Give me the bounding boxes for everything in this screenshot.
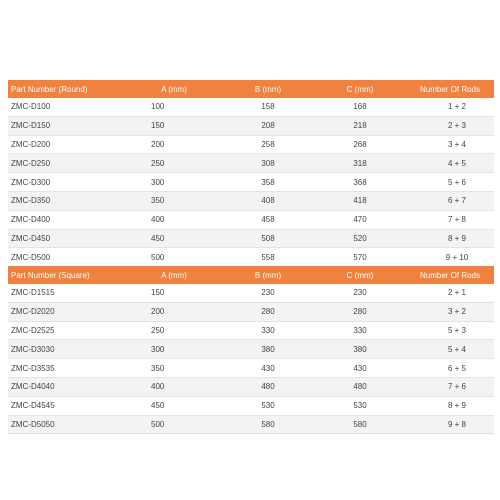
cell-dim-a: 400 (126, 210, 222, 229)
cell-rod-count: 8 + 9 (406, 229, 494, 248)
cell-dim-b: 230 (222, 284, 314, 302)
cell-rod-count: 5 + 3 (406, 321, 494, 340)
column-header-dim-b: B (mm) (222, 266, 314, 284)
cell-dim-c: 418 (314, 191, 406, 210)
cell-dim-b: 380 (222, 340, 314, 359)
cell-dim-b: 458 (222, 210, 314, 229)
cell-dim-b: 430 (222, 359, 314, 378)
column-header-dim-c: C (mm) (314, 80, 406, 98)
cell-rod-count: 5 + 4 (406, 340, 494, 359)
cell-part-number: ZMC-D450 (8, 229, 126, 248)
cell-dim-b: 408 (222, 191, 314, 210)
cell-part-number: ZMC-D2525 (8, 321, 126, 340)
column-header-rod-count: Number Of Rods (406, 266, 494, 284)
table-row (8, 116, 494, 135)
cell-rod-count: 3 + 2 (406, 302, 494, 321)
cell-dim-c: 368 (314, 173, 406, 192)
cell-dim-b: 480 (222, 377, 314, 396)
cell-dim-c: 380 (314, 340, 406, 359)
table-row (8, 284, 494, 302)
cell-dim-b: 358 (222, 173, 314, 192)
table-row (8, 302, 494, 321)
cell-rod-count: 2 + 3 (406, 116, 494, 135)
cell-dim-b: 208 (222, 116, 314, 135)
cell-dim-a: 300 (126, 173, 222, 192)
table-row (8, 98, 494, 116)
cell-dim-a: 500 (126, 415, 222, 434)
round-table-header (8, 80, 494, 98)
table-row (8, 321, 494, 340)
cell-rod-count: 2 + 1 (406, 284, 494, 302)
cell-rod-count: 9 + 10 (406, 248, 494, 267)
cell-rod-count: 3 + 4 (406, 135, 494, 154)
header-row (8, 80, 494, 98)
table-row (8, 340, 494, 359)
cell-dim-a: 450 (126, 396, 222, 415)
cell-rod-count: 8 + 9 (406, 396, 494, 415)
table-row (8, 229, 494, 248)
cell-dim-a: 350 (126, 359, 222, 378)
cell-dim-c: 268 (314, 135, 406, 154)
cell-dim-b: 158 (222, 98, 314, 116)
cell-part-number: ZMC-D1515 (8, 284, 126, 302)
cell-part-number: ZMC-D400 (8, 210, 126, 229)
cell-dim-a: 250 (126, 154, 222, 173)
header-row (8, 266, 494, 284)
table-row (8, 191, 494, 210)
square-table-body (8, 284, 494, 434)
column-header-dim-a: A (mm) (126, 80, 222, 98)
cell-dim-a: 150 (126, 116, 222, 135)
table-row (8, 154, 494, 173)
cell-part-number: ZMC-D5050 (8, 415, 126, 434)
table-row (8, 135, 494, 154)
table-row (8, 248, 494, 267)
cell-dim-a: 500 (126, 248, 222, 267)
cell-dim-c: 570 (314, 248, 406, 267)
cell-part-number: ZMC-D350 (8, 191, 126, 210)
cell-dim-a: 450 (126, 229, 222, 248)
cell-dim-b: 580 (222, 415, 314, 434)
cell-dim-a: 250 (126, 321, 222, 340)
cell-dim-b: 558 (222, 248, 314, 267)
round-table-body (8, 98, 494, 267)
cell-dim-b: 508 (222, 229, 314, 248)
cell-dim-b: 330 (222, 321, 314, 340)
cell-dim-c: 230 (314, 284, 406, 302)
cell-dim-a: 300 (126, 340, 222, 359)
cell-part-number: ZMC-D4040 (8, 377, 126, 396)
cell-part-number: ZMC-D4545 (8, 396, 126, 415)
cell-part-number: ZMC-D3535 (8, 359, 126, 378)
cell-dim-c: 280 (314, 302, 406, 321)
cell-rod-count: 5 + 6 (406, 173, 494, 192)
cell-dim-c: 470 (314, 210, 406, 229)
round-parts-table (8, 80, 494, 267)
cell-dim-c: 430 (314, 359, 406, 378)
table-row (8, 377, 494, 396)
square-parts-table (8, 266, 494, 434)
cell-dim-a: 100 (126, 98, 222, 116)
cell-part-number: ZMC-D250 (8, 154, 126, 173)
cell-dim-c: 218 (314, 116, 406, 135)
cell-dim-b: 308 (222, 154, 314, 173)
table-row (8, 210, 494, 229)
cell-dim-b: 258 (222, 135, 314, 154)
cell-dim-a: 200 (126, 135, 222, 154)
cell-part-number: ZMC-D200 (8, 135, 126, 154)
cell-dim-c: 318 (314, 154, 406, 173)
cell-rod-count: 7 + 6 (406, 377, 494, 396)
cell-dim-b: 280 (222, 302, 314, 321)
column-header-part-number: Part Number (Square) (8, 266, 126, 284)
cell-part-number: ZMC-D100 (8, 98, 126, 116)
cell-dim-c: 530 (314, 396, 406, 415)
cell-part-number: ZMC-D500 (8, 248, 126, 267)
cell-dim-c: 580 (314, 415, 406, 434)
cell-dim-c: 520 (314, 229, 406, 248)
cell-dim-c: 330 (314, 321, 406, 340)
cell-dim-a: 150 (126, 284, 222, 302)
cell-part-number: ZMC-D300 (8, 173, 126, 192)
cell-dim-a: 350 (126, 191, 222, 210)
cell-rod-count: 6 + 7 (406, 191, 494, 210)
cell-part-number: ZMC-D2020 (8, 302, 126, 321)
cell-rod-count: 7 + 8 (406, 210, 494, 229)
table-row (8, 415, 494, 434)
cell-part-number: ZMC-D3030 (8, 340, 126, 359)
cell-dim-c: 168 (314, 98, 406, 116)
cell-dim-a: 200 (126, 302, 222, 321)
cell-rod-count: 9 + 8 (406, 415, 494, 434)
column-header-dim-b: B (mm) (222, 80, 314, 98)
cell-rod-count: 6 + 5 (406, 359, 494, 378)
cell-rod-count: 4 + 5 (406, 154, 494, 173)
cell-rod-count: 1 + 2 (406, 98, 494, 116)
cell-part-number: ZMC-D150 (8, 116, 126, 135)
table-row (8, 359, 494, 378)
table-row (8, 173, 494, 192)
column-header-rod-count: Number Of Rods (406, 80, 494, 98)
square-table-header (8, 266, 494, 284)
column-header-dim-a: A (mm) (126, 266, 222, 284)
cell-dim-a: 400 (126, 377, 222, 396)
cell-dim-b: 530 (222, 396, 314, 415)
column-header-dim-c: C (mm) (314, 266, 406, 284)
table-row (8, 396, 494, 415)
cell-dim-c: 480 (314, 377, 406, 396)
column-header-part-number: Part Number (Round) (8, 80, 126, 98)
